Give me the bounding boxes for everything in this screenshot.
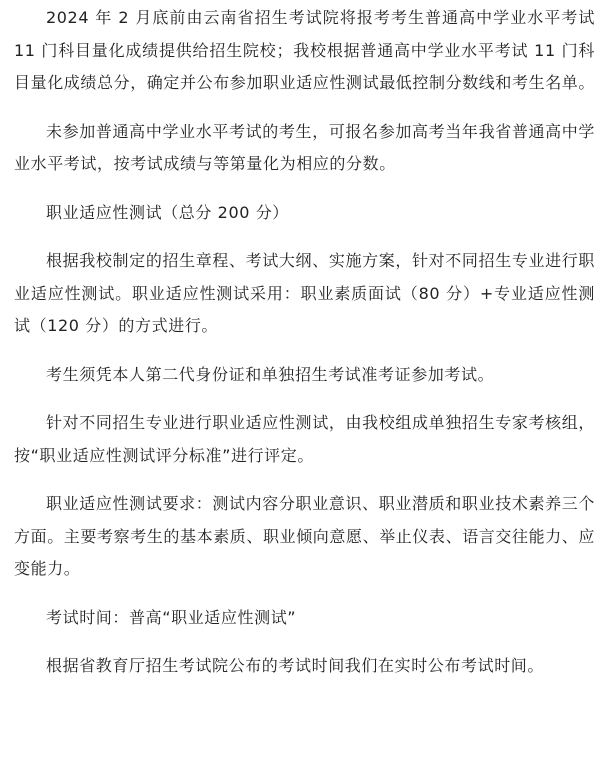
- paragraph-test-requirements: 职业适应性测试要求：测试内容分职业意识、职业潜质和职业技术素养三个方面。主要考察考生的基本素质、职业倾向意愿、举止仪表、语言交往能力、应变能力。: [14, 494, 596, 578]
- paragraph-evaluation-panel: 针对不同招生专业进行职业适应性测试，由我校组成单独招生专家考核组，按“职业适应性测试评分标准”进行评定。: [14, 413, 595, 465]
- paragraph-exam-time-notice: 根据省教育厅招生考试院公布的考试时间我们在实时公布考试时间。: [46, 656, 545, 675]
- paragraph-id-requirement: 考生须凭本人第二代身份证和单独招生考试准考证参加考试。: [46, 364, 495, 384]
- paragraph-aptitude-test-heading: 职业适应性测试（总分 200 分）: [46, 202, 289, 222]
- paragraph-test-method: 根据我校制定的招生章程、考试大纲、实施方案，针对不同招生专业进行职业适应性测试。职业适应性测试采用：职业素质面试（80 分）+专业适应性测试（120 分）的方式进行。: [14, 251, 595, 335]
- paragraph-non-participants: 未参加普通高中学业水平考试的考生，可报名参加高考当年我省普通高中学业水平考试，按考试成绩与等第量化为相应的分数。: [14, 121, 595, 173]
- paragraph-exam-time-heading: 考试时间：普高“职业适应性测试”: [46, 607, 297, 627]
- paragraph-score-submission: 2024 年 2 月底前由云南省招生考试院将报考考生普通高中学业水平考试 11 门科目量化成绩提供给招生院校；我校根据普通高中学业水平考试 11 门科目量化成绩总分，确定并公布参加职业适应性测试最低控制分数线和考生名单。: [14, 8, 596, 92]
